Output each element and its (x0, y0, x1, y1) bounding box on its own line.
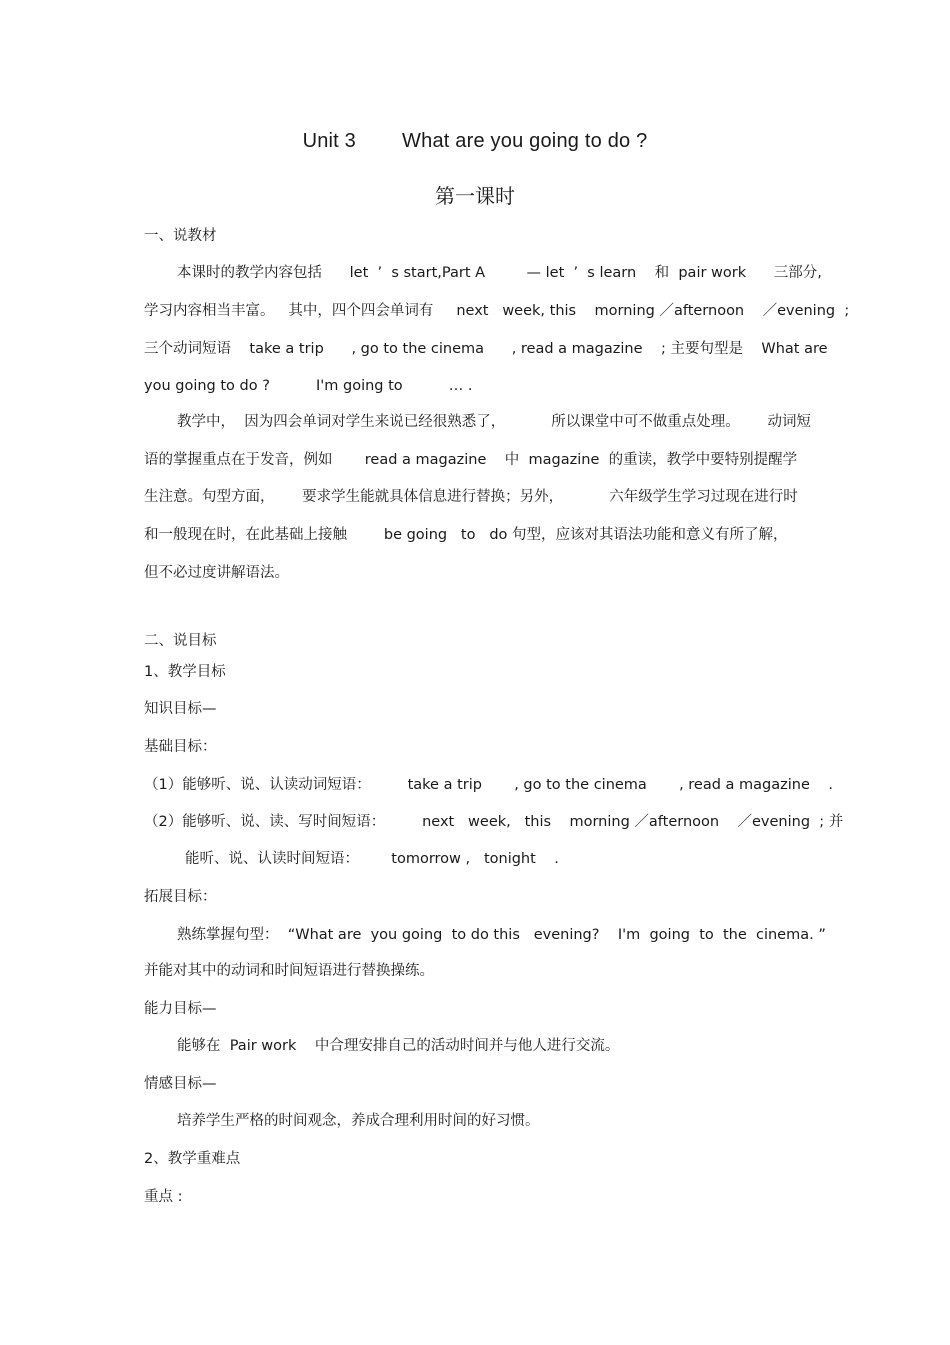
paragraph-line: 本课时的教学内容包括 let ’ s start,Part A — let ’ s learn 和 pair work 三部分, (177, 265, 822, 281)
section-heading: 二、说目标 (144, 633, 217, 649)
goal-item-continued: 能听、说、认读时间短语： tomorrow , tonight . (185, 851, 559, 867)
subsection-heading: 2、教学重难点 (144, 1151, 241, 1167)
subsection-heading: 1、教学目标 (144, 664, 226, 680)
section-heading: 一、说教材 (144, 228, 217, 244)
paragraph-line: 三个动词短语 take a trip , go to the cinema , read a magazine ; 主要句型是 What are (144, 341, 828, 357)
paragraph-line: 熟练掌握句型： “What are you going to do this evening? I'm going to the cinema. ” (177, 927, 826, 943)
paragraph-line: 学习内容相当丰富。 其中，四个四会单词有 next week, this morning ／afternoon ／evening ; (144, 303, 850, 319)
goal-item: （1）能够听、说、认读动词短语： take a trip , go to the cinema , read a magazine . (144, 777, 833, 793)
paragraph-line: you going to do ? I'm going to … . (144, 378, 473, 394)
paragraph-line: 培养学生严格的时间观念，养成合理利用时间的好习惯。 (177, 1113, 540, 1129)
goal-heading: 基础目标： (144, 739, 217, 755)
paragraph-line: 和一般现在时，在此基础上接触 be going to do 句型，应该对其语法功能和意义有所了解， (144, 527, 788, 543)
goal-heading: 拓展目标： (144, 889, 217, 905)
document-title: Unit 3 What are you going to do ? (302, 130, 648, 152)
goal-heading: 情感目标— (144, 1076, 217, 1092)
paragraph-line: 但不必过度讲解语法。 (144, 565, 289, 581)
goal-heading: 重点 : (144, 1189, 183, 1205)
paragraph-line: 生注意。句型方面， 要求学生能就具体信息进行替换；另外， 六年级学生学习过现在进行时 (144, 489, 798, 505)
goal-heading: 能力目标— (144, 1001, 217, 1017)
lesson-subtitle: 第一课时 (435, 184, 515, 208)
paragraph-line: 教学中， 因为四会单词对学生来说已经很熟悉了， 所以课堂中可不做重点处理。 动词短 (177, 414, 811, 430)
goal-item: （2）能够听、说、读、写时间短语： next week, this morning ／afternoon ／evening ; 并 (144, 814, 844, 830)
paragraph-line: 语的掌握重点在于发音，例如 read a magazine 中 magazine 的重读，教学中要特别提醒学 (144, 452, 798, 468)
goal-heading: 知识目标— (144, 701, 217, 717)
paragraph-line: 能够在 Pair work 中合理安排自己的活动时间并与他人进行交流。 (177, 1038, 620, 1054)
paragraph-line: 并能对其中的动词和时间短语进行替换操练。 (144, 963, 434, 979)
